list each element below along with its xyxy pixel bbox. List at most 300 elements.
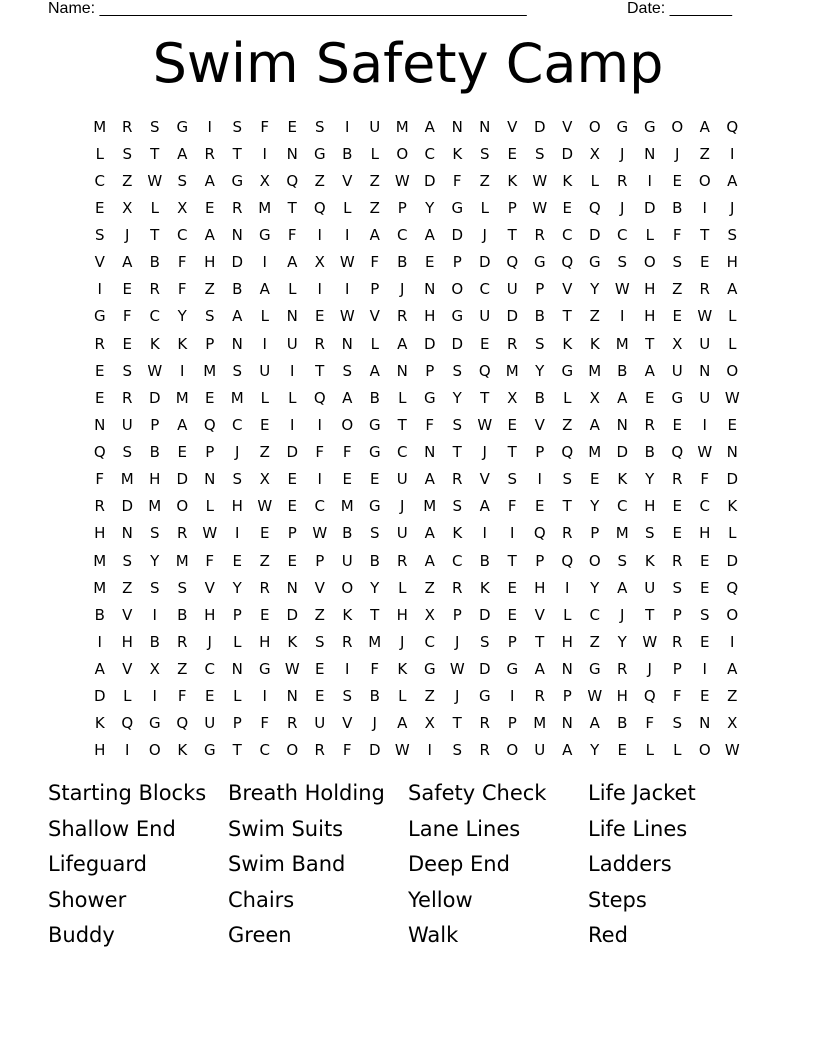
grid-letter[interactable]: T bbox=[232, 144, 242, 163]
grid-letter[interactable]: I bbox=[97, 280, 102, 299]
grid-letter[interactable]: G bbox=[231, 171, 244, 190]
grid-letter[interactable]: H bbox=[644, 307, 656, 326]
grid-letter[interactable]: Q bbox=[671, 443, 684, 462]
grid-letter[interactable]: L bbox=[728, 334, 737, 353]
grid-letter[interactable]: J bbox=[455, 687, 460, 706]
grid-letter[interactable]: D bbox=[93, 687, 106, 706]
grid-letter[interactable]: U bbox=[506, 280, 518, 299]
grid-letter[interactable]: A bbox=[369, 226, 380, 245]
grid-letter[interactable]: W bbox=[339, 307, 355, 326]
grid-letter[interactable]: D bbox=[451, 226, 464, 245]
grid-letter[interactable]: S bbox=[232, 470, 243, 489]
grid-letter[interactable]: P bbox=[672, 605, 682, 624]
grid-letter[interactable]: A bbox=[232, 307, 243, 326]
grid-letter[interactable]: C bbox=[424, 144, 435, 163]
grid-letter[interactable]: B bbox=[534, 388, 545, 407]
grid-letter[interactable]: S bbox=[204, 307, 215, 326]
grid-letter[interactable]: L bbox=[233, 632, 242, 651]
grid-letter[interactable]: W bbox=[532, 171, 548, 190]
grid-letter[interactable]: D bbox=[643, 198, 656, 217]
grid-letter[interactable]: K bbox=[149, 334, 160, 353]
grid-letter[interactable]: P bbox=[452, 253, 462, 272]
grid-letter[interactable]: A bbox=[369, 361, 380, 380]
grid-letter[interactable]: I bbox=[207, 117, 212, 136]
grid-letter[interactable]: L bbox=[370, 144, 379, 163]
grid-letter[interactable]: I bbox=[730, 144, 735, 163]
grid-letter[interactable]: W bbox=[257, 497, 273, 516]
grid-letter[interactable]: W bbox=[642, 632, 658, 651]
grid-letter[interactable]: U bbox=[204, 714, 216, 733]
grid-letter[interactable]: Z bbox=[369, 171, 380, 190]
grid-letter[interactable]: D bbox=[588, 226, 601, 245]
grid-letter[interactable]: Y bbox=[425, 198, 435, 217]
grid-letter[interactable]: C bbox=[479, 280, 490, 299]
grid-letter[interactable]: N bbox=[561, 660, 573, 679]
grid-letter[interactable]: R bbox=[479, 741, 490, 760]
grid-letter[interactable]: K bbox=[94, 714, 105, 733]
grid-letter[interactable]: H bbox=[726, 253, 738, 272]
grid-letter[interactable]: Q bbox=[561, 253, 574, 272]
grid-letter[interactable]: S bbox=[149, 524, 160, 543]
grid-letter[interactable]: Z bbox=[589, 632, 600, 651]
grid-letter[interactable]: J bbox=[455, 632, 460, 651]
grid-letter[interactable]: M bbox=[588, 443, 602, 462]
grid-letter[interactable]: E bbox=[672, 415, 682, 434]
grid-letter[interactable]: Y bbox=[590, 741, 600, 760]
grid-letter[interactable]: T bbox=[507, 226, 517, 245]
grid-letter[interactable]: I bbox=[262, 253, 267, 272]
grid-letter[interactable]: I bbox=[702, 415, 707, 434]
grid-letter[interactable]: B bbox=[177, 605, 188, 624]
grid-letter[interactable]: Z bbox=[314, 171, 325, 190]
grid-letter[interactable]: T bbox=[645, 334, 655, 353]
grid-letter[interactable]: V bbox=[314, 578, 325, 597]
grid-letter[interactable]: U bbox=[534, 741, 546, 760]
grid-letter[interactable]: A bbox=[617, 388, 628, 407]
grid-letter[interactable]: E bbox=[315, 660, 325, 679]
grid-letter[interactable]: U bbox=[314, 714, 326, 733]
grid-letter[interactable]: D bbox=[533, 117, 546, 136]
grid-letter[interactable]: G bbox=[616, 117, 629, 136]
grid-letter[interactable]: A bbox=[204, 171, 215, 190]
grid-letter[interactable]: M bbox=[203, 361, 217, 380]
grid-letter[interactable]: P bbox=[590, 524, 600, 543]
grid-letter[interactable]: L bbox=[480, 198, 489, 217]
grid-letter[interactable]: A bbox=[644, 361, 655, 380]
grid-letter[interactable]: E bbox=[205, 198, 215, 217]
grid-letter[interactable]: A bbox=[479, 497, 490, 516]
grid-letter[interactable]: Z bbox=[672, 280, 683, 299]
grid-letter[interactable]: R bbox=[534, 226, 545, 245]
grid-letter[interactable]: W bbox=[724, 741, 740, 760]
grid-letter[interactable]: T bbox=[645, 605, 655, 624]
grid-letter[interactable]: R bbox=[672, 470, 683, 489]
grid-letter[interactable]: Q bbox=[93, 443, 106, 462]
grid-letter[interactable]: B bbox=[617, 714, 628, 733]
grid-letter[interactable]: L bbox=[343, 198, 352, 217]
grid-letter[interactable]: D bbox=[286, 443, 299, 462]
grid-letter[interactable]: F bbox=[177, 253, 187, 272]
grid-letter[interactable]: B bbox=[149, 253, 160, 272]
grid-letter[interactable]: Y bbox=[590, 280, 600, 299]
grid-letter[interactable]: P bbox=[507, 198, 517, 217]
grid-letter[interactable]: W bbox=[147, 361, 163, 380]
grid-letter[interactable]: A bbox=[397, 334, 408, 353]
grid-letter[interactable]: Z bbox=[369, 198, 380, 217]
grid-letter[interactable]: E bbox=[260, 605, 270, 624]
grid-letter[interactable]: P bbox=[205, 443, 215, 462]
grid-letter[interactable]: H bbox=[149, 470, 161, 489]
grid-letter[interactable]: N bbox=[94, 415, 106, 434]
grid-letter[interactable]: I bbox=[317, 226, 322, 245]
grid-letter[interactable]: P bbox=[205, 334, 215, 353]
grid-letter[interactable]: N bbox=[286, 687, 298, 706]
grid-letter[interactable]: R bbox=[397, 551, 408, 570]
grid-letter[interactable]: Q bbox=[286, 171, 299, 190]
grid-letter[interactable]: Q bbox=[643, 687, 656, 706]
grid-letter[interactable]: F bbox=[507, 497, 517, 516]
grid-letter[interactable]: F bbox=[342, 443, 352, 462]
grid-letter[interactable]: I bbox=[345, 280, 350, 299]
grid-letter[interactable]: C bbox=[204, 660, 215, 679]
grid-letter[interactable]: A bbox=[534, 660, 545, 679]
grid-letter[interactable]: I bbox=[345, 660, 350, 679]
grid-letter[interactable]: X bbox=[727, 714, 738, 733]
grid-letter[interactable]: R bbox=[617, 660, 628, 679]
grid-letter[interactable]: L bbox=[645, 226, 654, 245]
grid-letter[interactable]: O bbox=[726, 605, 739, 624]
grid-letter[interactable]: L bbox=[398, 388, 407, 407]
grid-letter[interactable]: A bbox=[424, 470, 435, 489]
grid-letter[interactable]: F bbox=[177, 280, 187, 299]
grid-letter[interactable]: Q bbox=[313, 198, 326, 217]
grid-letter[interactable]: B bbox=[149, 632, 160, 651]
grid-letter[interactable]: O bbox=[671, 117, 684, 136]
grid-letter[interactable]: I bbox=[317, 280, 322, 299]
grid-letter[interactable]: A bbox=[177, 415, 188, 434]
grid-letter[interactable]: F bbox=[700, 470, 710, 489]
grid-letter[interactable]: I bbox=[345, 226, 350, 245]
grid-letter[interactable]: G bbox=[368, 415, 381, 434]
grid-letter[interactable]: E bbox=[507, 605, 517, 624]
grid-letter[interactable]: T bbox=[150, 226, 160, 245]
grid-letter[interactable]: S bbox=[122, 551, 133, 570]
grid-letter[interactable]: J bbox=[372, 714, 377, 733]
grid-letter[interactable]: E bbox=[260, 415, 270, 434]
grid-letter[interactable]: N bbox=[424, 443, 436, 462]
grid-letter[interactable]: I bbox=[125, 741, 130, 760]
grid-letter[interactable]: I bbox=[702, 660, 707, 679]
grid-letter[interactable]: U bbox=[479, 307, 491, 326]
grid-letter[interactable]: G bbox=[313, 144, 326, 163]
grid-letter[interactable]: X bbox=[507, 388, 518, 407]
grid-letter[interactable]: P bbox=[232, 714, 242, 733]
grid-letter[interactable]: E bbox=[260, 524, 270, 543]
grid-letter[interactable]: W bbox=[724, 388, 740, 407]
grid-letter[interactable]: E bbox=[342, 470, 352, 489]
grid-letter[interactable]: D bbox=[121, 497, 134, 516]
grid-letter[interactable]: F bbox=[370, 660, 380, 679]
grid-letter[interactable]: D bbox=[286, 605, 299, 624]
grid-letter[interactable]: E bbox=[700, 632, 710, 651]
grid-letter[interactable]: K bbox=[177, 334, 188, 353]
grid-letter[interactable]: H bbox=[644, 497, 656, 516]
grid-letter[interactable]: J bbox=[730, 198, 735, 217]
grid-letter[interactable]: N bbox=[561, 714, 573, 733]
grid-letter[interactable]: K bbox=[452, 524, 463, 543]
grid-letter[interactable]: P bbox=[535, 443, 545, 462]
grid-letter[interactable]: N bbox=[231, 660, 243, 679]
grid-letter[interactable]: N bbox=[479, 117, 491, 136]
grid-letter[interactable]: O bbox=[643, 253, 656, 272]
grid-letter[interactable]: Q bbox=[478, 361, 491, 380]
grid-letter[interactable]: A bbox=[259, 280, 270, 299]
grid-letter[interactable]: A bbox=[424, 551, 435, 570]
grid-letter[interactable]: G bbox=[258, 660, 271, 679]
grid-letter[interactable]: X bbox=[589, 388, 600, 407]
grid-letter[interactable]: S bbox=[727, 226, 738, 245]
grid-letter[interactable]: Q bbox=[726, 578, 739, 597]
grid-letter[interactable]: O bbox=[286, 741, 299, 760]
grid-letter[interactable]: E bbox=[507, 578, 517, 597]
grid-letter[interactable]: Y bbox=[370, 578, 380, 597]
grid-letter[interactable]: G bbox=[478, 687, 491, 706]
grid-letter[interactable]: P bbox=[507, 632, 517, 651]
grid-letter[interactable]: U bbox=[341, 551, 353, 570]
grid-letter[interactable]: V bbox=[369, 307, 380, 326]
grid-letter[interactable]: Y bbox=[452, 388, 462, 407]
grid-letter[interactable]: Z bbox=[589, 307, 600, 326]
grid-letter[interactable]: S bbox=[672, 578, 683, 597]
grid-letter[interactable]: D bbox=[478, 253, 491, 272]
grid-letter[interactable]: E bbox=[287, 497, 297, 516]
grid-letter[interactable]: R bbox=[699, 280, 710, 299]
grid-letter[interactable]: E bbox=[95, 198, 105, 217]
grid-letter[interactable]: O bbox=[451, 280, 464, 299]
grid-letter[interactable]: D bbox=[368, 741, 381, 760]
grid-letter[interactable]: R bbox=[149, 280, 160, 299]
grid-letter[interactable]: Y bbox=[617, 632, 627, 651]
grid-letter[interactable]: L bbox=[288, 388, 297, 407]
grid-letter[interactable]: X bbox=[259, 470, 270, 489]
grid-letter[interactable]: S bbox=[122, 443, 133, 462]
grid-letter[interactable]: C bbox=[397, 443, 408, 462]
grid-letter[interactable]: L bbox=[260, 307, 269, 326]
grid-letter[interactable]: D bbox=[561, 144, 574, 163]
grid-letter[interactable]: B bbox=[94, 605, 105, 624]
grid-letter[interactable]: C bbox=[699, 497, 710, 516]
grid-letter[interactable]: M bbox=[340, 497, 354, 516]
grid-letter[interactable]: W bbox=[284, 660, 300, 679]
grid-letter[interactable]: R bbox=[644, 415, 655, 434]
grid-letter[interactable]: A bbox=[727, 280, 738, 299]
grid-letter[interactable]: S bbox=[314, 632, 325, 651]
grid-letter[interactable]: W bbox=[339, 253, 355, 272]
grid-letter[interactable]: G bbox=[368, 443, 381, 462]
grid-letter[interactable]: Z bbox=[204, 280, 215, 299]
grid-letter[interactable]: G bbox=[368, 497, 381, 516]
grid-letter[interactable]: T bbox=[562, 307, 572, 326]
grid-letter[interactable]: H bbox=[121, 632, 133, 651]
grid-letter[interactable]: G bbox=[643, 117, 656, 136]
grid-letter[interactable]: I bbox=[510, 524, 515, 543]
grid-letter[interactable]: Y bbox=[645, 470, 655, 489]
grid-letter[interactable]: V bbox=[479, 470, 490, 489]
grid-letter[interactable]: O bbox=[588, 117, 601, 136]
grid-letter[interactable]: L bbox=[233, 687, 242, 706]
grid-letter[interactable]: A bbox=[177, 144, 188, 163]
grid-letter[interactable]: L bbox=[398, 687, 407, 706]
grid-letter[interactable]: V bbox=[342, 714, 353, 733]
grid-letter[interactable]: L bbox=[728, 307, 737, 326]
grid-letter[interactable]: G bbox=[93, 307, 106, 326]
grid-letter[interactable]: I bbox=[290, 415, 295, 434]
grid-letter[interactable]: S bbox=[617, 551, 628, 570]
grid-letter[interactable]: D bbox=[506, 307, 519, 326]
grid-letter[interactable]: M bbox=[615, 334, 629, 353]
grid-letter[interactable]: P bbox=[370, 280, 380, 299]
grid-letter[interactable]: Z bbox=[562, 415, 573, 434]
grid-letter[interactable]: F bbox=[260, 714, 270, 733]
grid-letter[interactable]: V bbox=[342, 171, 353, 190]
grid-letter[interactable]: L bbox=[123, 687, 132, 706]
grid-letter[interactable]: E bbox=[727, 415, 737, 434]
grid-letter[interactable]: J bbox=[400, 280, 405, 299]
grid-letter[interactable]: H bbox=[204, 605, 216, 624]
grid-letter[interactable]: B bbox=[397, 253, 408, 272]
grid-letter[interactable]: M bbox=[505, 361, 519, 380]
grid-letter[interactable]: T bbox=[535, 632, 545, 651]
grid-letter[interactable]: O bbox=[341, 415, 354, 434]
grid-letter[interactable]: D bbox=[451, 334, 464, 353]
grid-letter[interactable]: J bbox=[620, 198, 625, 217]
grid-letter[interactable]: W bbox=[532, 198, 548, 217]
grid-letter[interactable]: R bbox=[204, 144, 215, 163]
grid-letter[interactable]: E bbox=[205, 388, 215, 407]
grid-letter[interactable]: G bbox=[423, 660, 436, 679]
grid-letter[interactable]: A bbox=[699, 117, 710, 136]
grid-letter[interactable]: F bbox=[205, 551, 215, 570]
grid-letter[interactable]: A bbox=[424, 117, 435, 136]
grid-letter[interactable]: E bbox=[672, 307, 682, 326]
grid-letter[interactable]: W bbox=[394, 171, 410, 190]
grid-letter[interactable]: K bbox=[342, 605, 353, 624]
grid-letter[interactable]: S bbox=[452, 415, 463, 434]
grid-letter[interactable]: G bbox=[451, 198, 464, 217]
grid-letter[interactable]: T bbox=[700, 226, 710, 245]
grid-letter[interactable]: N bbox=[396, 361, 408, 380]
grid-letter[interactable]: R bbox=[534, 687, 545, 706]
grid-letter[interactable]: S bbox=[479, 632, 490, 651]
grid-letter[interactable]: I bbox=[262, 144, 267, 163]
grid-letter[interactable]: G bbox=[588, 660, 601, 679]
grid-letter[interactable]: E bbox=[700, 253, 710, 272]
grid-letter[interactable]: V bbox=[507, 117, 518, 136]
grid-letter[interactable]: B bbox=[644, 443, 655, 462]
grid-letter[interactable]: K bbox=[287, 632, 298, 651]
grid-letter[interactable]: S bbox=[369, 524, 380, 543]
grid-letter[interactable]: W bbox=[697, 443, 713, 462]
grid-letter[interactable]: M bbox=[93, 551, 107, 570]
grid-letter[interactable]: B bbox=[149, 443, 160, 462]
grid-letter[interactable]: S bbox=[232, 361, 243, 380]
grid-letter[interactable]: U bbox=[396, 524, 408, 543]
grid-letter[interactable]: K bbox=[397, 660, 408, 679]
grid-letter[interactable]: O bbox=[726, 361, 739, 380]
grid-letter[interactable]: D bbox=[176, 470, 189, 489]
grid-letter[interactable]: R bbox=[314, 334, 325, 353]
grid-letter[interactable]: Q bbox=[313, 388, 326, 407]
grid-letter[interactable]: W bbox=[477, 415, 493, 434]
grid-letter[interactable]: J bbox=[482, 443, 487, 462]
grid-letter[interactable]: I bbox=[235, 524, 240, 543]
grid-letter[interactable]: Z bbox=[122, 578, 133, 597]
grid-letter[interactable]: A bbox=[562, 741, 573, 760]
grid-letter[interactable]: S bbox=[644, 524, 655, 543]
grid-letter[interactable]: L bbox=[563, 605, 572, 624]
grid-letter[interactable]: Z bbox=[259, 443, 270, 462]
grid-letter[interactable]: F bbox=[260, 117, 270, 136]
grid-letter[interactable]: H bbox=[94, 524, 106, 543]
grid-letter[interactable]: J bbox=[207, 632, 212, 651]
grid-letter[interactable]: X bbox=[424, 714, 435, 733]
grid-letter[interactable]: A bbox=[617, 578, 628, 597]
grid-letter[interactable]: E bbox=[177, 443, 187, 462]
grid-letter[interactable]: Q bbox=[561, 551, 574, 570]
grid-letter[interactable]: S bbox=[452, 497, 463, 516]
grid-letter[interactable]: S bbox=[562, 470, 573, 489]
grid-letter[interactable]: V bbox=[122, 660, 133, 679]
grid-letter[interactable]: C bbox=[562, 226, 573, 245]
grid-letter[interactable]: I bbox=[152, 687, 157, 706]
grid-letter[interactable]: G bbox=[176, 117, 189, 136]
grid-letter[interactable]: V bbox=[204, 578, 215, 597]
grid-letter[interactable]: L bbox=[260, 388, 269, 407]
grid-letter[interactable]: N bbox=[231, 226, 243, 245]
grid-letter[interactable]: F bbox=[177, 687, 187, 706]
grid-letter[interactable]: C bbox=[149, 307, 160, 326]
grid-letter[interactable]: P bbox=[150, 415, 160, 434]
grid-letter[interactable]: S bbox=[149, 578, 160, 597]
grid-letter[interactable]: T bbox=[150, 144, 160, 163]
grid-letter[interactable]: B bbox=[232, 280, 243, 299]
grid-letter[interactable]: I bbox=[317, 415, 322, 434]
grid-letter[interactable]: V bbox=[94, 253, 105, 272]
grid-letter[interactable]: A bbox=[727, 171, 738, 190]
grid-letter[interactable]: C bbox=[94, 171, 105, 190]
grid-letter[interactable]: X bbox=[314, 253, 325, 272]
grid-letter[interactable]: E bbox=[507, 144, 517, 163]
grid-letter[interactable]: N bbox=[204, 470, 216, 489]
grid-letter[interactable]: O bbox=[506, 741, 519, 760]
grid-letter[interactable]: W bbox=[202, 524, 218, 543]
grid-letter[interactable]: D bbox=[478, 605, 491, 624]
grid-letter[interactable]: R bbox=[122, 388, 133, 407]
grid-letter[interactable]: G bbox=[671, 388, 684, 407]
grid-letter[interactable]: R bbox=[259, 578, 270, 597]
grid-letter[interactable]: Q bbox=[121, 714, 134, 733]
grid-letter[interactable]: Y bbox=[590, 497, 600, 516]
grid-letter[interactable]: Z bbox=[177, 660, 188, 679]
grid-letter[interactable]: S bbox=[122, 361, 133, 380]
grid-letter[interactable]: P bbox=[397, 198, 407, 217]
grid-letter[interactable]: U bbox=[369, 117, 381, 136]
grid-letter[interactable]: N bbox=[699, 361, 711, 380]
grid-letter[interactable]: M bbox=[230, 388, 244, 407]
grid-letter[interactable]: A bbox=[342, 388, 353, 407]
grid-letter[interactable]: B bbox=[342, 524, 353, 543]
grid-letter[interactable]: R bbox=[617, 171, 628, 190]
